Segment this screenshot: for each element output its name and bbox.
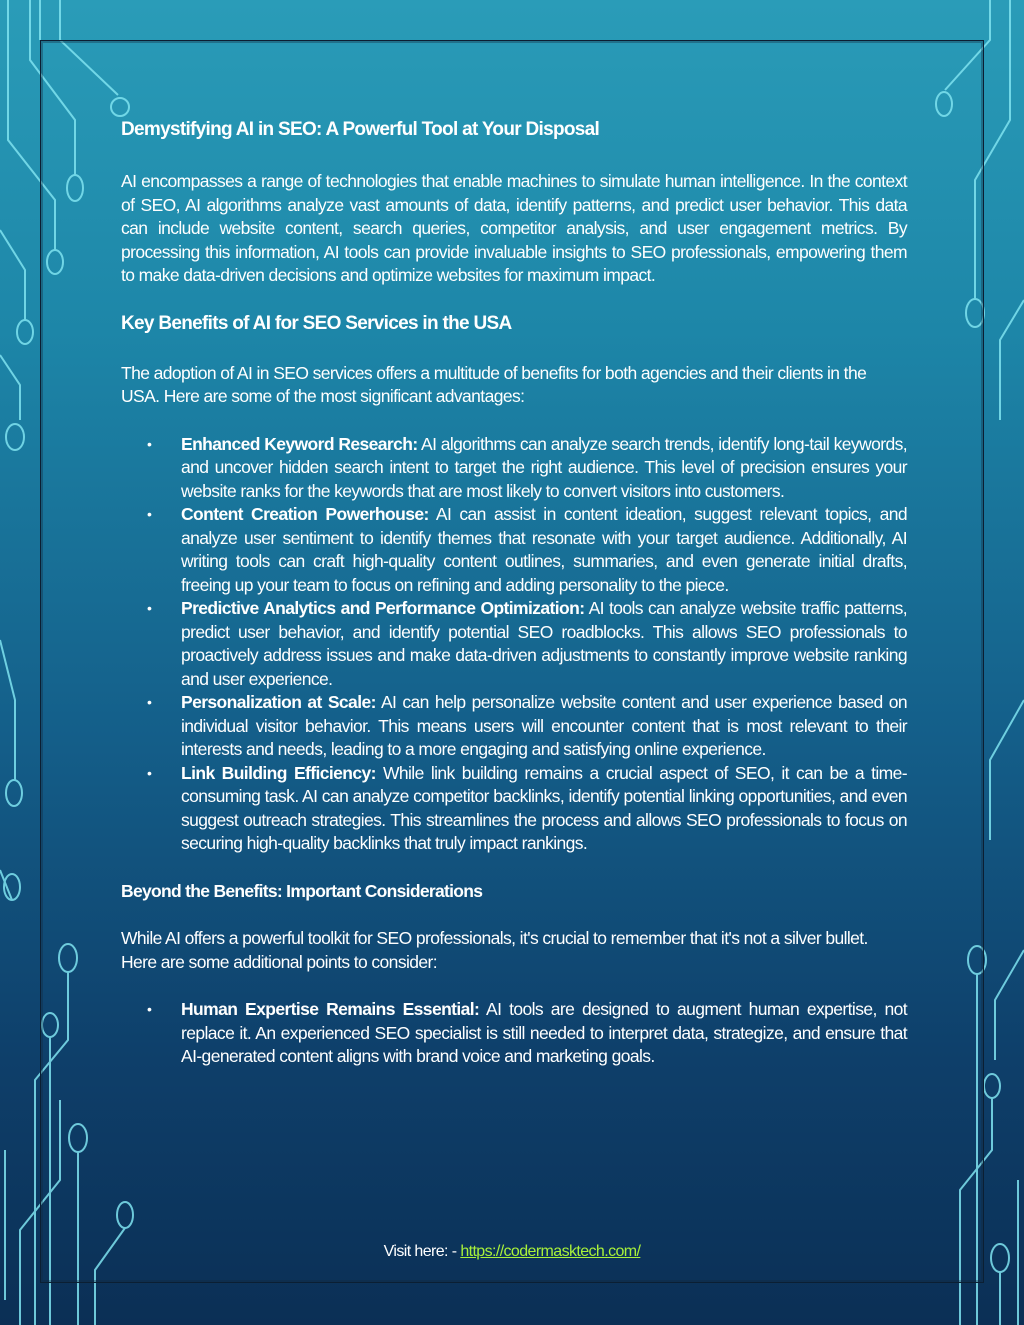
list-item [121,433,907,504]
considerations-list [121,998,907,1069]
bullet-icon: • [147,1001,152,1017]
bullet-icon: • [147,764,152,781]
bullet-icon: • [147,694,152,710]
list-item-label: Link Building Efficiency: [181,762,376,783]
list-item-label: Predictive Analytics and Performance Optimization: [181,598,585,618]
benefits-list [121,433,907,856]
list-item-text: AI tools are designed to augment human expertise, not replace it. An experienced SEO specialist is still needed to interpret data, strategize, and ensure that AI-generated content aligns with brand voice and marketing goals. [181,999,907,1066]
list-item-label: Personalization at Scale: [181,692,376,712]
list-item-label: Enhanced Keyword Research: [181,433,418,454]
list-item [121,503,907,597]
intro-paragraph: AI encompasses a range of technologies that enable machines to simulate human intelligence. In the context of SEO, AI algorithms analyze vast amounts of data, identify patterns, and predict user behavior. This data can include website content, search queries, competitor analysis, and user engagement metrics. By processing this information, AI tools can provide invaluable insights to SEO professionals, empowering them to make data-driven decisions and optimize websites for maximum impact. [121,171,907,285]
list-item-label: Human Expertise Remains Essential: [181,999,480,1019]
footer-prefix: Visit here: - [383,1243,461,1260]
list-item [121,762,907,856]
document-body [121,116,907,1069]
document-title: Demystifying AI in SEO: A Powerful Tool at Your Disposal [121,119,600,140]
bullet-icon: • [147,600,152,616]
considerations-intro: While AI offers a powerful toolkit for SEO professionals, it's crucial to remember that it's not a silver bullet. Here are some additional points to consider: [121,928,868,972]
list-item-text: AI tools can analyze website traffic patterns, predict user behavior, and identify potential SEO roadblocks. This allows SEO professionals to proactively address issues and make data-driven adjustments to constantly improve website ranking and user experience. [181,598,907,689]
considerations-heading: Beyond the Benefits: Important Considerations [121,880,483,901]
bullet-icon: • [147,506,152,522]
list-item-text: AI algorithms can analyze search trends, identify long-tail keywords, and uncover hidden search intent to target the right audience. This level of precision ensures your website ranks for the keywords that are most likely to convert visitors into customers. [181,433,907,501]
list-item [121,691,907,762]
list-item-label: Content Creation Powerhouse: [181,504,429,524]
list-item-text: AI can help personalize website content and user experience based on individual visitor behavior. This means users will encounter content that is most relevant to their interests and needs, leading to a more engaging and satisfying online experience. [181,692,907,759]
list-item [121,597,907,691]
benefits-heading: Key Benefits of AI for SEO Services in the USA [121,312,512,334]
bullet-icon: • [147,435,152,452]
footer [0,1243,1024,1261]
benefits-intro: The adoption of AI in SEO services offers a multitude of benefits for both agencies and their clients in the USA. Here are some of the most significant advantages: [121,362,867,406]
website-link[interactable]: https://codermasktech.com/ [460,1243,641,1260]
list-item-text: While link building remains a crucial aspect of SEO, it can be a time-consuming task. AI can analyze competitor backlinks, identify potential linking opportunities, and even suggest outreach strategies. This streamlines the process and allows SEO professionals to focus on securing high-quality backlinks that truly impact rankings. [181,762,907,853]
list-item [121,998,907,1069]
list-item-text: AI can assist in content ideation, suggest relevant topics, and analyze user sentiment to identify themes that resonate with your target audience. Additionally, AI writing tools can craft high-quality content outlines, summaries, and even generate initial drafts, freeing up your team to focus on refining and adding personality to the piece. [181,504,907,595]
